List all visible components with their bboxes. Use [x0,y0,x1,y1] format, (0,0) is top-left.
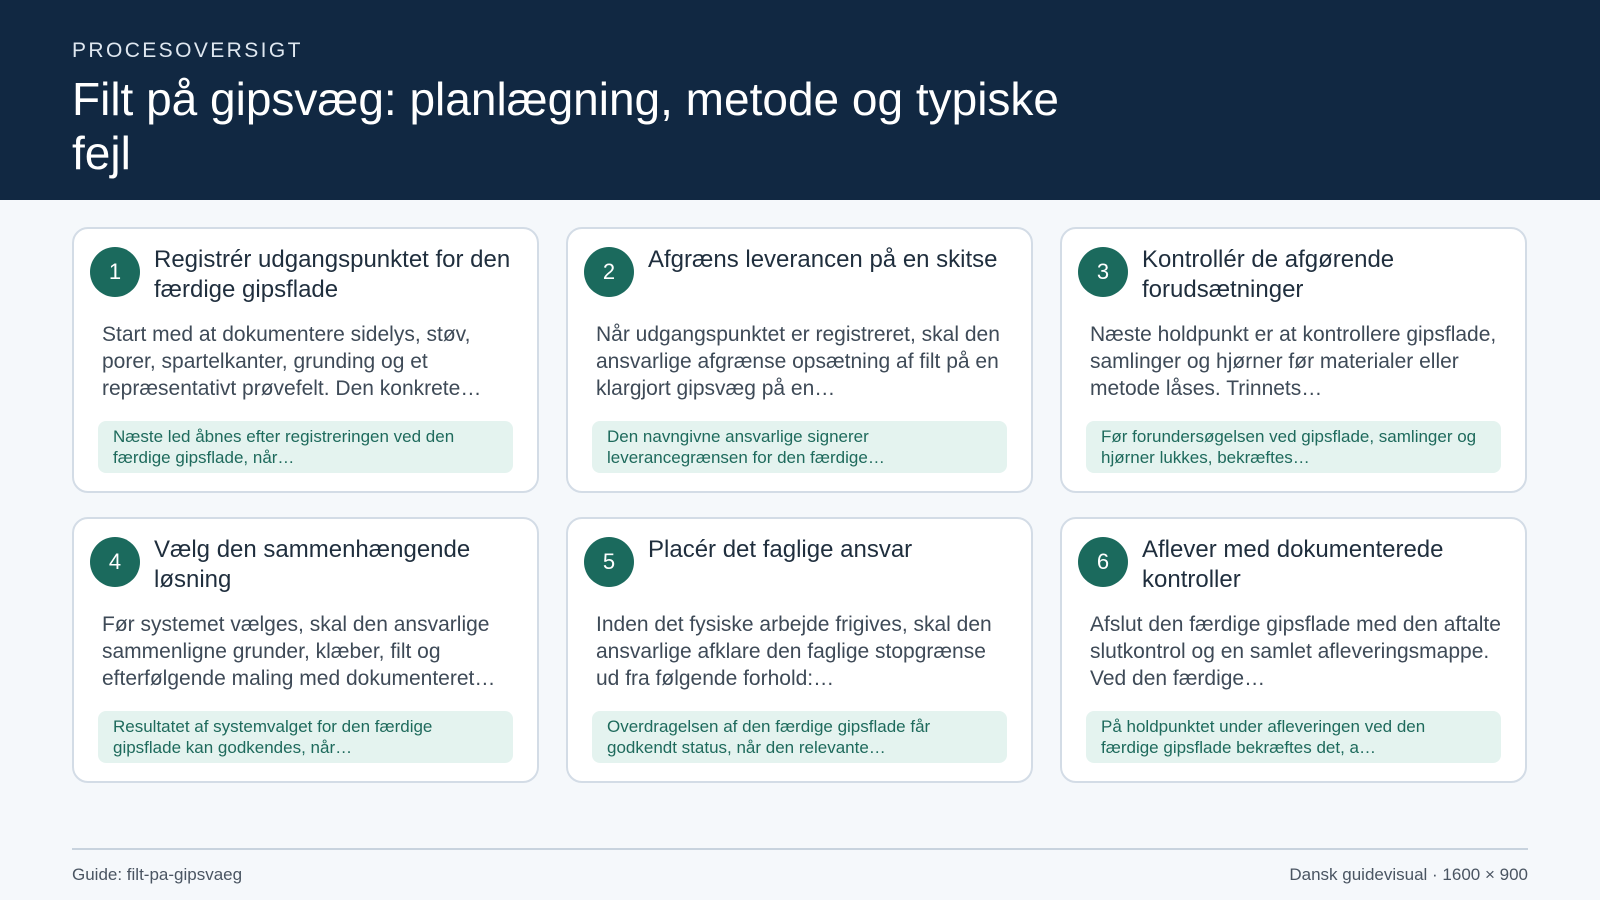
step-checkpoint-note: Før forundersøgelsen ved gipsflade, samlinger og hjørner lukkes, bekræftes… [1086,421,1501,473]
step-title: Vælg den sammenhængende løsning [154,536,471,593]
step-number-badge: 4 [90,537,140,587]
step-title: Registrér udgangspunktet for den færdige gipsflade [154,246,511,303]
step-card-4 [72,517,539,783]
page-header [0,0,1600,200]
step-description: Næste holdpunkt er at kontrollere gipsflade, samlinger og hjørner før materialer eller metode låses. Trinnets… [1090,323,1497,400]
step-title: Kontrollér de afgørende forudsætninger [1142,246,1395,303]
footer-guide-label: Guide: filt-pa-gipsvaeg [72,865,243,884]
footer-format-label: Dansk guidevisual · 1600 × 900 [1289,865,1528,884]
step-title: Placér det faglige ansvar [648,536,913,563]
step-checkpoint-note: Overdragelsen af den færdige gipsflade får godkendt status, når den relevante… [592,711,1007,763]
step-number-badge: 5 [584,537,634,587]
step-title: Afgræns leverancen på en skitse [648,246,998,273]
step-number-badge: 2 [584,247,634,297]
step-card-header [90,535,513,595]
step-checkpoint-note: Resultatet af systemvalget for den færdige gipsflade kan godkendes, når… [98,711,513,763]
step-card-header [90,245,513,305]
step-card-6 [1060,517,1527,783]
step-card-5 [566,517,1033,783]
eyebrow-label: PROCESOVERSIGT [72,39,303,62]
step-description: Start med at dokumentere sidelys, støv, porer, spartelkanter, grunding og et repræsentativt prøvefelt. Den konkrete… [102,323,482,400]
step-number-badge: 1 [90,247,140,297]
step-description: Når udgangspunktet er registreret, skal den ansvarlige afgrænse opsætning af filt på en klargjort gipsvæg på en… [596,323,1000,400]
step-checkpoint-note: Næste led åbnes efter registreringen ved den færdige gipsflade, når… [98,421,513,473]
step-card-3 [1060,227,1527,493]
step-card-2 [566,227,1033,493]
step-description: Inden det fysiske arbejde frigives, skal den ansvarlige afklare den faglige stopgrænse ud fra følgende forhold:… [596,613,992,690]
step-number-badge: 3 [1078,247,1128,297]
step-card-header [584,535,1007,595]
step-card-header [1078,245,1501,305]
process-step-grid [72,227,1528,783]
step-description: Afslut den færdige gipsflade med den aftalte slutkontrol og en samlet afleveringsmappe. Ved den færdige… [1090,613,1501,690]
page-title: Filt på gipsvæg: planlægning, metode og typiske fejl [72,73,1060,179]
step-title: Aflever med dokumenterede kontroller [1142,536,1444,593]
step-card-header [584,245,1007,305]
step-card-header [1078,535,1501,595]
step-card-1 [72,227,539,493]
step-number-badge: 6 [1078,537,1128,587]
step-checkpoint-note: På holdpunktet under afleveringen ved den færdige gipsflade bekræftes det, a… [1086,711,1501,763]
footer-divider [72,848,1528,850]
step-checkpoint-note: Den navngivne ansvarlige signerer leverancegrænsen for den færdige… [592,421,1007,473]
step-description: Før systemet vælges, skal den ansvarlige sammenligne grunder, klæber, filt og efterfølgende maling med dokumenteret… [102,613,496,690]
